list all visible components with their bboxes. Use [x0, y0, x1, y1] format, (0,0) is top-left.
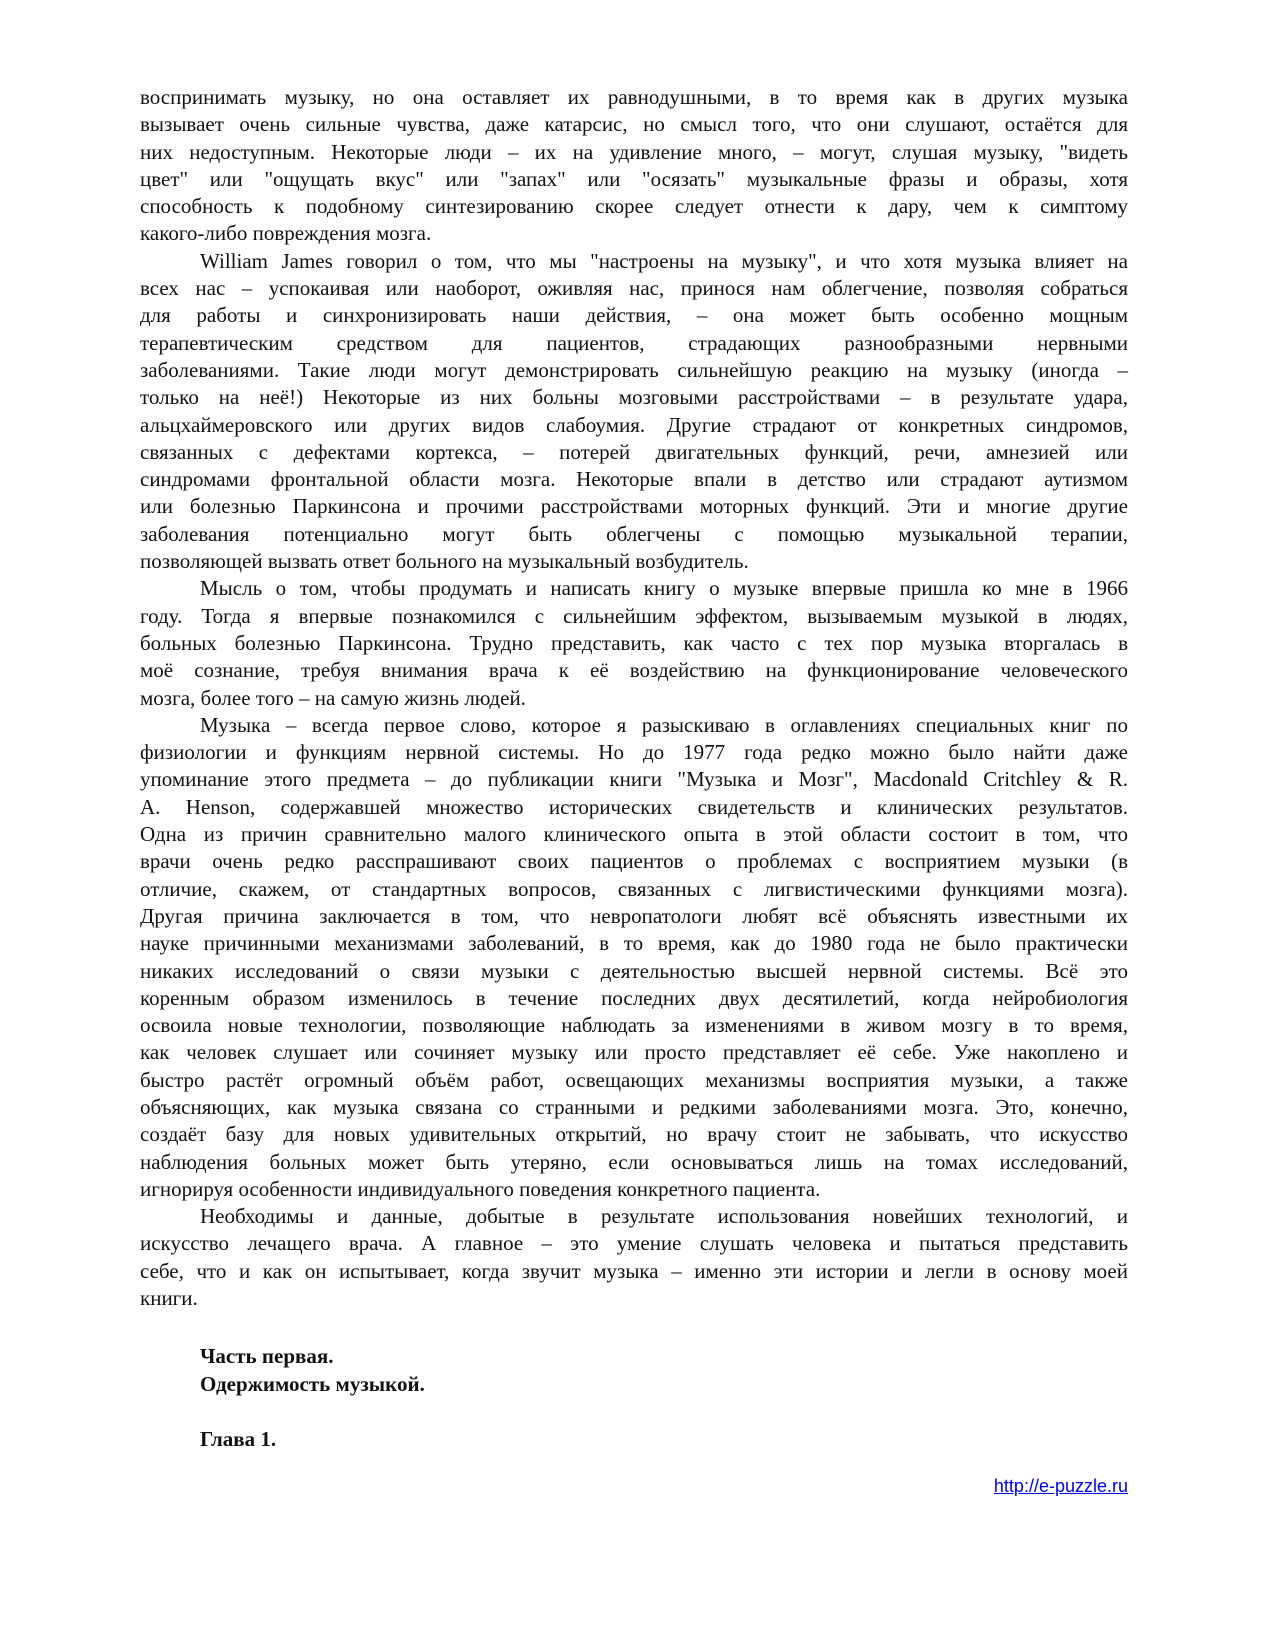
text-line: наблюдения больных может быть утеряно, если основываться лишь на томах исследований,: [140, 1149, 1128, 1174]
text-line: заболеваниями. Такие люди могут демонстрировать сильнейшую реакцию на музыку (иногда –: [140, 357, 1128, 382]
text-line: мозга, более того – на самую жизнь людей.: [140, 685, 526, 710]
text-line: книги.: [140, 1286, 198, 1311]
text-line: игнорируя особенности индивидуального поведения конкретного пациента.: [140, 1176, 821, 1201]
text-line: быстро растёт огромный объём работ, освещающих механизмы восприятия музыки, а также: [140, 1067, 1128, 1092]
text-line: коренным образом изменилось в течение последних двух десятилетий, когда нейробиология: [140, 985, 1128, 1010]
text-line: Музыка – всегда первое слово, которое я разыскиваю в оглавлениях специальных книг по: [200, 712, 1128, 737]
text-line: воспринимать музыку, но она оставляет их равнодушными, в то время как в других музыка: [140, 85, 1128, 109]
text-line: объясняющих, как музыка связана со странными и редкими заболеваниями мозга. Это, конечно,: [140, 1094, 1128, 1119]
paragraph: [140, 84, 1128, 248]
text-line: терапевтическим средством для пациентов, страдающих разнообразными нервными: [140, 330, 1128, 355]
text-line: физиологии и функциям нервной системы. Но до 1977 года редко можно было найти даже: [140, 740, 1128, 765]
text-line: врачи очень редко расспрашивают своих пациентов о проблемах с восприятием музыки (в: [140, 849, 1128, 874]
text-line: никаких исследований о связи музыки с деятельностью высшей нервной системы. Всё это: [140, 958, 1128, 983]
text-line: синдромами фронтальной области мозга. Некоторые впали в детство или страдают аутизмом: [140, 467, 1128, 492]
chapter-heading: Глава 1.: [200, 1427, 277, 1451]
part-heading: Часть первая.: [200, 1344, 334, 1368]
text-line: только на неё!) Некоторые из них больны мозговыми расстройствами – в результате удара,: [140, 385, 1128, 410]
text-line: альцхаймеровского или других видов слабоумия. Другие страдают от конкретных синдромов,: [140, 412, 1128, 437]
text-line: себе, что и как он испытывает, когда звучит музыка – именно эти истории и легли в основу моей: [140, 1258, 1128, 1283]
text-line: A. Henson, содержавшей множество исторических свидетельств и клинических результатов.: [140, 794, 1128, 819]
text-line: моё сознание, требуя внимания врача к её воздействию на функционирование человеческого: [140, 658, 1128, 683]
text-line: искусство лечащего врача. А главное – это умение слушать человека и пытаться представить: [140, 1231, 1128, 1256]
text-line: вызывает очень сильные чувства, даже катарсис, но смысл того, что они слушают, остаётся для: [140, 112, 1128, 137]
paragraph: [140, 1203, 1128, 1312]
text-line: способность к подобному синтезированию скорее следует отнести к дару, чем к симптому: [140, 194, 1128, 219]
text-line: цвет" или "ощущать вкус" или "запах" или "осязать" музыкальные фразы и образы, хотя: [140, 166, 1128, 191]
text-line: Необходимы и данные, добытые в результате использования новейших технологий, и: [200, 1204, 1128, 1229]
text-line: отличие, скажем, от стандартных вопросов, связанных с лигвистическими функциями мозга).: [140, 876, 1128, 901]
paragraph: [140, 575, 1128, 711]
text-line: упоминание этого предмета – до публикации книги "Музыка и Мозг", Macdonald Critchley & R.: [140, 767, 1128, 792]
text-line: году. Тогда я впервые познакомился с сильнейшим эффектом, вызываемым музыкой в людях,: [140, 603, 1128, 628]
text-line: William James говорил о том, что мы "настроены на музыку", и что хотя музыка влияет на: [200, 248, 1128, 273]
text-line: Одна из причин сравнительно малого клинического опыта в этой области состоит в том, что: [140, 822, 1128, 847]
text-line: освоила новые технологии, позволяющие наблюдать за изменениями в живом мозгу в то время,: [140, 1013, 1128, 1038]
text-line: создаёт базу для новых удивительных открытий, но врачу стоит не забывать, что искусство: [140, 1122, 1128, 1147]
text-line: заболевания потенциально могут быть облегчены с помощью музыкальной терапии,: [140, 521, 1128, 546]
text-line: больных болезнью Паркинсона. Трудно представить, как часто с тех пор музыка вторгалась в: [140, 630, 1128, 655]
paragraph: [140, 712, 1128, 1203]
footer-site-link[interactable]: http://e-puzzle.ru: [993, 1476, 1128, 1496]
text-line: всех нас – успокаивая или наоборот, оживляя нас, принося нам облегчение, позволяя собраться: [140, 276, 1128, 301]
paragraph: [140, 248, 1128, 576]
text-line: них недоступным. Некоторые люди – их на удивление много, – могут, слушая музыку, "видеть: [140, 139, 1128, 164]
document-body: [140, 84, 1128, 1312]
text-line: для работы и синхронизировать наши действия, – она может быть особенно мощным: [140, 303, 1128, 328]
text-line: позволяющей вызвать ответ больного на музыкальный возбудитель.: [140, 549, 749, 574]
text-line: как человек слушает или сочиняет музыку или просто представляет её себе. Уже накоплено и: [140, 1040, 1128, 1065]
text-line: связанных с дефектами кортекса, – потерей двигательных функций, речи, амнезией или: [140, 439, 1128, 464]
part-title-heading: Одержимость музыкой.: [200, 1372, 425, 1396]
text-line: Мысль о том, чтобы продумать и написать книгу о музыке впервые пришла ко мне в 1966: [200, 576, 1128, 601]
text-line: или болезнью Паркинсона и прочими расстройствами моторных функций. Эти и многие другие: [140, 494, 1128, 519]
text-line: Другая причина заключается в том, что невропатологи любят всё объяснять известными их: [140, 903, 1128, 928]
text-line: какого-либо повреждения мозга.: [140, 221, 432, 246]
text-line: науке причинными механизмами заболеваний, в то время, как до 1980 года не было практически: [140, 931, 1128, 956]
